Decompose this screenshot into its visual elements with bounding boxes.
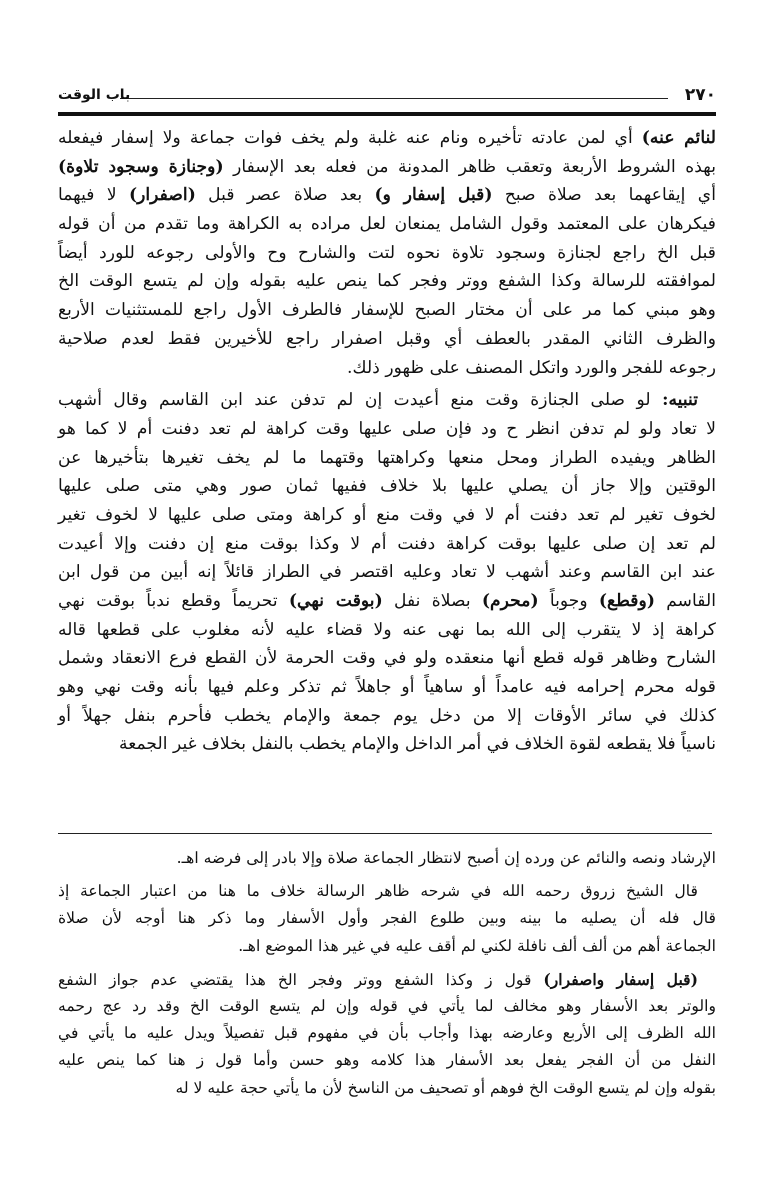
text-run: قبل الخ راجع لجنازة وسجود تلاوة نحوه لتت والشارح وح والأولى رجوعه للورد أيضاً (58, 242, 716, 263)
footnote-line (58, 905, 716, 932)
text-run: الجماعة أهم من ألف ألف نافلة لكني لم أقف عليه في غير هذا الموضع اهـ. (238, 936, 716, 955)
text-line (58, 267, 716, 296)
main-text (58, 124, 716, 759)
running-title: باب الوقت (58, 87, 131, 103)
text-line (58, 239, 716, 268)
text-run: الوقتين وإلا جاز أن يصلي عليها بلا خلاف ففيها ثمان صور وهي متى صلى عليها (58, 476, 716, 497)
text-run: الله الظرف إلى الأربع وعارضه بهذا وأجاب بأن في مفهوم قبل تفصيلاً ويدل عليه ما يأتي في (58, 1024, 716, 1043)
header-rule (120, 98, 668, 99)
bold-matn-quote: (اصفرار) (128, 185, 196, 206)
text-run: قال فله أن يصليه ما بينه وبين طلوع الفجر وأول الأسفار وما ذكر هنا أوجه لأن صلاة (58, 909, 716, 928)
bold-matn-quote: تنبيه: (662, 390, 698, 411)
text-run: لا تعاد ولو لم تدفن انظر ح ود فإن صلى عليها وقت كراهة لم تعد دفنت أم لا كما هو (58, 418, 716, 439)
bold-matn-quote: (قبل إسفار واصفرار) (543, 969, 698, 989)
bold-matn-quote: (قبل إسفار و) (374, 185, 493, 206)
text-line (58, 644, 716, 673)
text-run: قال الشيخ زروق رحمه الله في شرحه ظاهر الرسالة خلاف ما هنا من اعتبار الجماعة إذ (58, 882, 698, 901)
text-line (58, 124, 716, 153)
text-line (58, 296, 716, 325)
text-line (58, 587, 716, 616)
text-line (58, 472, 716, 501)
text-run: أي لمن عادته تأخيره ونام عنه غلبة ولم يخف فوات جماعة ولا إسفار فيفعله (58, 128, 642, 148)
text-line (58, 325, 716, 354)
text-run: ناسياً فلا يقطعه لقوة الخلاف في أمر الداخل والإمام يخطب بالنفل بخلاف غير الجمعة (118, 734, 716, 755)
text-line (58, 730, 716, 759)
footnote-line (58, 1047, 716, 1074)
text-run: بهذه الشروط الأربعة وتعقب ظاهر المدونة من فعله بعد الإسفار (223, 156, 716, 177)
text-run: قوله محرم إحرامه فيه عامداً أو ساهياً أو جاهلاً ثم تذكر وعلم فيها بأنه وقت نهي وهو (58, 677, 716, 698)
text-run: أي إيقاعهما بعد صلاة صبح (492, 185, 716, 206)
text-run: قول ز وكذا الشفع ووتر وفجر الخ هذا يقتضي عدم جواز الشفع (58, 970, 544, 989)
text-run: والظرف الثاني المقدر بالعطف أي وقبل اصفرار راجع للأخيرين فقط لعدم صلاحية (58, 328, 716, 349)
text-run: لو صلى الجنازة وقت منع أعيدت إن لم تدفن عند ابن القاسم وقال أشهب (58, 390, 663, 411)
text-line (58, 530, 716, 559)
text-run: لموافقته للرسالة وكذا الشفع ووتر وفجر كما ينص عليه بقوله وإن لم يتسع الوقت الخ (58, 271, 716, 292)
text-run: كذلك في سائر الأوقات إلا من دخل يوم جمعة والإمام يخطب فأحرم بنفل جهلاً أو (58, 705, 716, 726)
text-line (58, 444, 716, 473)
text-run: بعد صلاة عصر قبل (195, 185, 375, 206)
footnote-line (58, 1020, 716, 1047)
text-run: وهو مبني كما مر على أن مختار الصبح للإسفار فالطرف الأول راجع للمستثنيات الأربع (58, 300, 716, 321)
footnote-line (58, 1075, 716, 1102)
text-run: تحريماً وقطع ندباً بوقت نهي (58, 591, 289, 611)
footnote-line (58, 966, 716, 993)
text-run: القاسم (654, 591, 716, 611)
footnote-line (58, 845, 716, 872)
bold-matn-quote: (وقطع) (598, 591, 655, 611)
footnote-divider (58, 833, 712, 834)
text-run: لخوف تغير لم تعد دفنت أم لا في وقت منع أو كراهة ومتى صلى عليها لا لخوف تغير (58, 504, 716, 525)
text-run: الشارح وظاهر قوله قطع أنها منعقده ولو في وقت الحرمة لأن القطع فرع الانعقاد وشمل (58, 648, 716, 669)
text-run: لم تعد إن صلى عليها بوقت كراهة دفنت أم لا وكذا بوقت منع إن دفنت وإلا أعيدت (58, 533, 716, 554)
bold-matn-quote: (بوقت نهي) (288, 591, 383, 611)
footnote-line (58, 993, 716, 1020)
text-line (58, 386, 716, 415)
bold-matn-quote: (وجنازة وسجود تلاوة) (58, 156, 224, 177)
text-run: بقوله وإن لم يتسع الوقت الخ فوهم أو تصحيف من الناسخ لأن ما يأتي حجة عليه لا له (175, 1078, 716, 1097)
text-run: بصلاة نفل (382, 591, 482, 611)
bold-matn-quote: لنائم عنه) (641, 128, 716, 148)
text-line (58, 558, 716, 587)
page-number: ٢٧٠ (684, 85, 716, 105)
footnote-line (58, 878, 716, 905)
text-run: الإرشاد ونصه والنائم عن ورده إن أصبح لانتظار الجماعة صلاة وإلا بادر إلى فرضه اهـ. (176, 849, 716, 867)
text-line (58, 153, 716, 182)
text-run: النفل من أن الفجر يفعل بعد الأسفار هذا كلامه وهو حسن وأما قول ز هنا كما ينص عليه (58, 1051, 716, 1070)
page-header (58, 84, 716, 106)
text-run: لا فيهما (58, 185, 129, 206)
text-run: والوتر بعد الأسفار وهو مخالف لما يأتي في قوله وإن لم يتسع الوقت الخ وقد رد عج رحمه (58, 996, 716, 1015)
text-line (58, 616, 716, 645)
text-line (58, 210, 716, 239)
text-run: عند ابن القاسم وعند أشهب لا تعاد وعليه اقتصر في الطراز قائلاً إنه أبين من قول ابن (58, 562, 716, 583)
text-line (58, 415, 716, 444)
text-line (58, 354, 716, 383)
text-run: وجوباً (538, 591, 599, 611)
text-line (58, 673, 716, 702)
header-divider (58, 112, 716, 116)
footnotes (58, 845, 716, 1102)
text-run: رجوعه للفجر والورد واتكل المصنف على ظهور ذلك. (347, 357, 716, 378)
text-run: كراهة إذ لا يتقرب إلى الله بما نهى عنه ولا قضاء عليه لأنه مغلوب على قطعها قاله (58, 619, 716, 640)
text-line (58, 501, 716, 530)
text-run: الظاهر ويفيده الطراز ومحل منعها وكراهتها وقتهما ما لم يخف تغيرها بتأخيرها عن (58, 447, 716, 468)
footnote-line (58, 933, 716, 960)
text-line (58, 181, 716, 210)
text-run: فيكرهان على المعتمد وقول الشامل يمنعان لعل مراده به الكراهة وما تقدم من أن قوله (58, 214, 716, 235)
bold-matn-quote: (محرم) (481, 591, 539, 611)
text-line (58, 702, 716, 731)
